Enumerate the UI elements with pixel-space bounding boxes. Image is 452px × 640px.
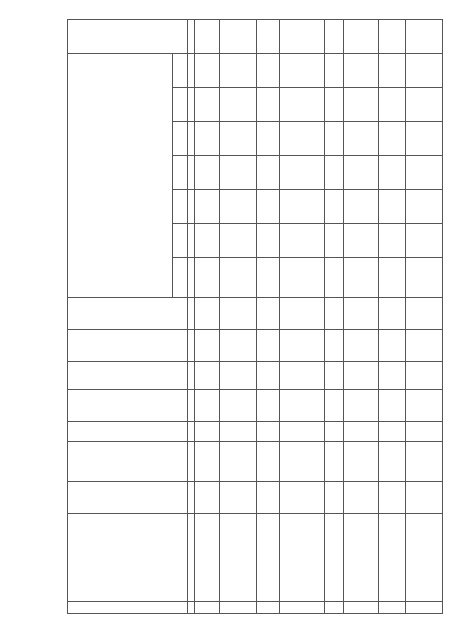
column-number: [188, 362, 195, 390]
table-cell: [344, 390, 379, 422]
table-cell: [379, 390, 406, 422]
table-row: [325, 20, 344, 614]
column-header: [68, 514, 188, 602]
table-cell: [195, 330, 220, 362]
table-cell: [325, 422, 344, 442]
column-header: [68, 422, 188, 442]
table-cell: [195, 298, 220, 330]
column-number: [188, 190, 195, 224]
table-cell: [379, 602, 406, 614]
column-header: [68, 298, 188, 330]
table-cell: [220, 482, 257, 514]
column-number: [188, 422, 195, 442]
table-cell: [379, 258, 406, 298]
column-number: [188, 514, 195, 602]
column-number: [188, 330, 195, 362]
table-cell: [379, 224, 406, 258]
table-cell: [344, 258, 379, 298]
table-cell: [406, 362, 443, 390]
table-cell: [220, 156, 257, 190]
table-cell: [344, 482, 379, 514]
table-cell: [406, 190, 443, 224]
column-number: [188, 54, 195, 88]
table-cell: [220, 258, 257, 298]
table-cell: [280, 258, 325, 298]
table-cell: [344, 362, 379, 390]
table-cell: [195, 602, 220, 614]
table-cell: [195, 190, 220, 224]
table-cell: [195, 362, 220, 390]
table-cell: [257, 122, 280, 156]
year-header: [173, 122, 188, 156]
table-cell: [257, 88, 280, 122]
table-cell: [257, 20, 280, 54]
table-cell: [379, 514, 406, 602]
column-number: [188, 156, 195, 190]
column-number: [188, 442, 195, 482]
table-cell: [379, 190, 406, 224]
table-cell: [280, 190, 325, 224]
table-cell: [325, 224, 344, 258]
table-cell: [325, 602, 344, 614]
table-cell: [280, 602, 325, 614]
table-cell: [257, 54, 280, 88]
table-cell: [195, 156, 220, 190]
table-cell: [280, 156, 325, 190]
table-cell: [257, 602, 280, 614]
table-cell: [220, 224, 257, 258]
table-cell: [325, 54, 344, 88]
table-cell: [406, 602, 443, 614]
table-cell: [379, 298, 406, 330]
table-cell: [344, 88, 379, 122]
table-cell: [379, 362, 406, 390]
table-cell: [379, 330, 406, 362]
table-cell: [280, 422, 325, 442]
column-number: [188, 122, 195, 156]
table-cell: [325, 88, 344, 122]
table-cell: [220, 88, 257, 122]
table-cell: [344, 20, 379, 54]
column-header: [68, 602, 188, 614]
table-cell: [195, 20, 220, 54]
table-cell: [220, 190, 257, 224]
year-header: [173, 258, 188, 298]
table-cell: [257, 298, 280, 330]
table-cell: [257, 514, 280, 602]
table-cell: [406, 298, 443, 330]
table-cell: [280, 20, 325, 54]
column-number: [188, 390, 195, 422]
table-cell: [325, 330, 344, 362]
table-cell: [406, 514, 443, 602]
table-cell: [344, 224, 379, 258]
table-cell: [280, 390, 325, 422]
table-cell: [280, 330, 325, 362]
column-number: [188, 20, 195, 54]
table-cell: [406, 156, 443, 190]
column-number: [188, 482, 195, 514]
table-cell: [344, 190, 379, 224]
table-row: [379, 20, 406, 614]
column-number: [188, 88, 195, 122]
column-header: [68, 330, 188, 362]
table-cell: [325, 362, 344, 390]
table-cell: [379, 20, 406, 54]
year-header: [173, 88, 188, 122]
table-cell: [379, 88, 406, 122]
table-cell: [325, 20, 344, 54]
table-cell: [325, 258, 344, 298]
table-cell: [406, 442, 443, 482]
table-cell: [344, 122, 379, 156]
table-cell: [195, 122, 220, 156]
table-cell: [220, 122, 257, 156]
year-header: [173, 54, 188, 88]
column-header: [68, 442, 188, 482]
table-cell: [325, 190, 344, 224]
year-header: [173, 224, 188, 258]
table-cell: [195, 88, 220, 122]
table-row: [344, 20, 379, 614]
table-cell: [195, 224, 220, 258]
financing-table: [67, 19, 443, 614]
table-row: [406, 20, 443, 614]
table-cell: [325, 156, 344, 190]
table-cell: [195, 514, 220, 602]
table-cell: [325, 482, 344, 514]
table-cell: [280, 122, 325, 156]
table-row: [257, 20, 280, 614]
table-cell: [257, 258, 280, 298]
table-cell: [220, 514, 257, 602]
table-cell: [406, 330, 443, 362]
table-cell: [325, 390, 344, 422]
table-cell: [195, 54, 220, 88]
table-cell: [220, 330, 257, 362]
table-cell: [325, 122, 344, 156]
table-cell: [220, 298, 257, 330]
table-cell: [220, 54, 257, 88]
table-cell: [406, 54, 443, 88]
table-cell: [195, 442, 220, 482]
table-cell: [195, 482, 220, 514]
table-cell: [379, 156, 406, 190]
table-cell: [195, 258, 220, 298]
year-header: [173, 190, 188, 224]
table-cell: [220, 20, 257, 54]
column-number: [188, 224, 195, 258]
table-cell: [344, 156, 379, 190]
table-cell: [220, 390, 257, 422]
table-cell: [280, 54, 325, 88]
column-number: [188, 298, 195, 330]
table-cell: [325, 442, 344, 482]
table-cell: [280, 482, 325, 514]
table-cell: [257, 190, 280, 224]
table-cell: [220, 362, 257, 390]
table-cell: [280, 298, 325, 330]
table-cell: [325, 298, 344, 330]
column-header-group: [68, 54, 173, 298]
table-cell: [344, 442, 379, 482]
table-cell: [280, 442, 325, 482]
table-cell: [344, 54, 379, 88]
column-number-row: [188, 20, 195, 614]
table-cell: [280, 88, 325, 122]
table-cell: [406, 224, 443, 258]
table-cell: [379, 442, 406, 482]
table-cell: [406, 88, 443, 122]
column-header: [68, 390, 188, 422]
table-row: [220, 20, 257, 614]
table-cell: [280, 362, 325, 390]
table-cell: [406, 258, 443, 298]
table-cell: [280, 224, 325, 258]
table-cell: [379, 482, 406, 514]
column-number: [188, 602, 195, 614]
table-cell: [344, 422, 379, 442]
table-cell: [257, 330, 280, 362]
table-row: [195, 20, 220, 614]
table-cell: [257, 156, 280, 190]
table-cell: [325, 514, 344, 602]
table-cell: [379, 122, 406, 156]
table-cell: [406, 482, 443, 514]
table-cell: [257, 422, 280, 442]
table-cell: [257, 442, 280, 482]
table-cell: [257, 390, 280, 422]
table-cell: [379, 54, 406, 88]
table-cell: [406, 20, 443, 54]
column-header: [68, 20, 188, 54]
table-cell: [220, 422, 257, 442]
column-number: [188, 258, 195, 298]
table-cell: [406, 390, 443, 422]
table-cell: [195, 390, 220, 422]
table-cell: [344, 514, 379, 602]
year-header: [173, 156, 188, 190]
table-cell: [379, 422, 406, 442]
table-cell: [344, 298, 379, 330]
table-cell: [406, 122, 443, 156]
table-cell: [220, 442, 257, 482]
table-cell: [344, 602, 379, 614]
column-header: [68, 482, 188, 514]
table-cell: [257, 224, 280, 258]
table-cell: [257, 362, 280, 390]
table-cell: [406, 422, 443, 442]
table-cell: [195, 422, 220, 442]
column-header: [68, 362, 188, 390]
table-cell: [220, 602, 257, 614]
table-row: [280, 20, 325, 614]
table-cell: [280, 514, 325, 602]
table-cell: [257, 482, 280, 514]
table-cell: [344, 330, 379, 362]
